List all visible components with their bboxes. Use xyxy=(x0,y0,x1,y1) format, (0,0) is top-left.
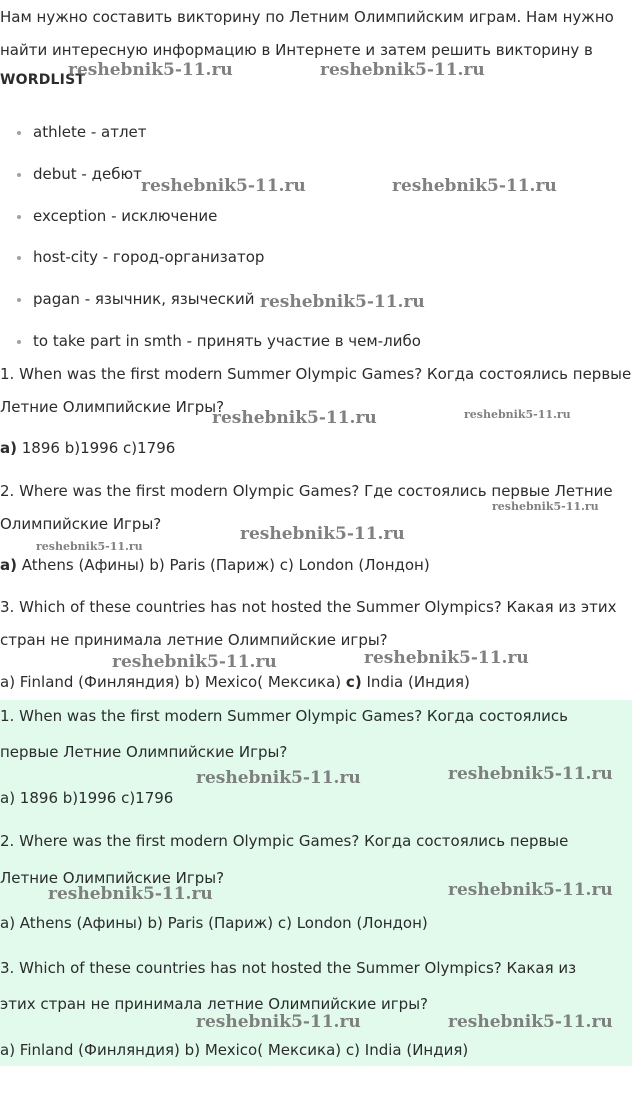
watermark: reshebnik5-11.ru xyxy=(212,408,377,428)
watermark: reshebnik5-11.ru xyxy=(492,500,599,513)
question-1-text: 1. When was the first modern Summer Olympic Games? Когда состоялись первые xyxy=(0,365,632,383)
wordlist-title: WORDLIST xyxy=(0,72,86,88)
bullet-icon xyxy=(17,131,21,135)
watermark: reshebnik5-11.ru xyxy=(448,880,613,900)
question-3-text: 3. Which of these countries has not hosted the Summer Olympics? Какая из этих xyxy=(0,598,617,616)
answer-2-text: 2. Where was the first modern Olympic Games? Когда состоялись первые xyxy=(0,832,569,850)
answer-1-text-cont: первые Летние Олимпийские Игры? xyxy=(0,743,288,761)
question-2-text-cont: Олимпийские Игры? xyxy=(0,515,162,533)
watermark: reshebnik5-11.ru xyxy=(68,60,233,80)
answer-3-options: a) Finland (Финляндия) b) Mexico( Мексика) c) India (Индия) xyxy=(0,1041,469,1059)
intro-line-2: найти интересную информацию в Интернете и затем решить викторину в xyxy=(0,41,593,59)
watermark: reshebnik5-11.ru xyxy=(464,408,571,421)
watermark: reshebnik5-11.ru xyxy=(196,1012,361,1032)
question-1-text-cont: Летние Олимпийские Игры? xyxy=(0,398,225,416)
answer-1-options: a) 1896 b)1996 c)1796 xyxy=(0,789,174,807)
answer-3-text-cont: этих стран не принимала летние Олимпийские игры? xyxy=(0,995,429,1013)
answer-2-options: a) Athens (Афины) b) Paris (Париж) c) London (Лондон) xyxy=(0,914,428,932)
bullet-icon xyxy=(17,298,21,302)
question-3-text-cont: стран не принимала летние Олимпийские игры? xyxy=(0,631,388,649)
watermark: reshebnik5-11.ru xyxy=(240,524,405,544)
answer-2-text-cont: Летние Олимпийские Игры? xyxy=(0,869,225,887)
question-1-answer: a) 1896 b)1996 c)1796 xyxy=(0,439,176,457)
answer-3-text: 3. Which of these countries has not hosted the Summer Olympics? Какая из xyxy=(0,959,577,977)
question-3-answer: a) Finland (Финляндия) b) Mexico( Мексика) c) India (Индия) xyxy=(0,673,470,691)
bullet-icon xyxy=(17,173,21,177)
watermark: reshebnik5-11.ru xyxy=(196,768,361,788)
watermark: reshebnik5-11.ru xyxy=(260,292,425,312)
watermark: reshebnik5-11.ru xyxy=(448,764,613,784)
bullet-icon xyxy=(17,340,21,344)
question-2-answer: a) Athens (Афины) b) Paris (Париж) c) London (Лондон) xyxy=(0,556,430,574)
watermark: reshebnik5-11.ru xyxy=(320,60,485,80)
watermark: reshebnik5-11.ru xyxy=(112,652,277,672)
watermark: reshebnik5-11.ru xyxy=(36,540,143,553)
watermark: reshebnik5-11.ru xyxy=(448,1012,613,1032)
intro-line-1: Нам нужно составить викторину по Летним Олимпийским играм. Нам нужно xyxy=(0,8,614,26)
bullet-icon xyxy=(17,215,21,219)
answer-1-text: 1. When was the first modern Summer Olympic Games? Когда состоялись xyxy=(0,707,569,725)
watermark: reshebnik5-11.ru xyxy=(141,176,306,196)
watermark: reshebnik5-11.ru xyxy=(364,648,529,668)
question-2-text: 2. Where was the first modern Olympic Games? Где состоялись первые Летние xyxy=(0,482,613,500)
watermark: reshebnik5-11.ru xyxy=(48,884,213,904)
watermark: reshebnik5-11.ru xyxy=(392,176,557,196)
bullet-icon xyxy=(17,256,21,260)
